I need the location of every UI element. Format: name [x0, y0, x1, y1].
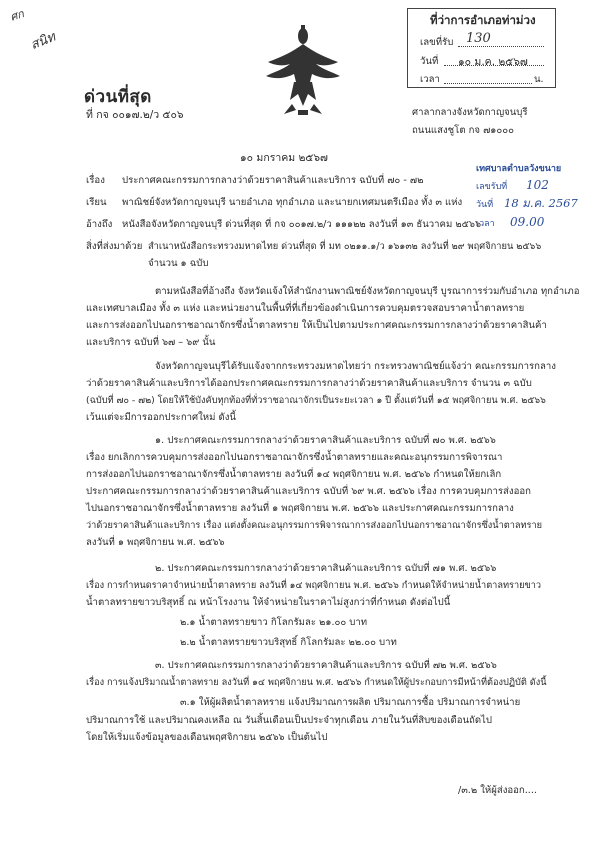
enclosure-label: สิ่งที่ส่งมาด้วย — [86, 241, 143, 252]
stamp-register-label: เลขที่รับ — [420, 37, 454, 48]
sender-address-line2: ถนนแสงชูโต กจ ๗๑๐๐๐ — [412, 125, 514, 136]
document-date: ๑๐ มกราคม ๒๕๖๗ — [240, 152, 328, 164]
stamp-time-label: เวลา — [420, 74, 440, 85]
item3-line: เรื่อง การแจ้งปริมาณน้ำตาลทราย ลงวันที่ ๑๔ พฤศจิกายน พ.ศ. ๒๕๖๖ กำหนดให้ผู้ประกอบการมีหน้าที่ต้องปฏิบัติ ดังนี้ — [86, 677, 547, 688]
item3-sub-line: โดยให้เริ่มแจ้งข้อมูลของเดือนพฤศจิกายน ๒๕๖๖ เป็นต้นไป — [86, 732, 328, 743]
blue-stamp-time-label: เวลา — [476, 219, 495, 229]
garuda-emblem-icon — [262, 22, 344, 118]
stamp-office-name: ที่ว่าการอำเภอท่าม่วง — [430, 13, 536, 27]
stamp-register-number: 130 — [466, 31, 491, 46]
para2-line: ว่าด้วยราคาสินค้าและบริการได้ออกประกาศคณะกรรมการกลางว่าด้วยราคาสินค้าและบริการ จำนวน ๓ ฉบับ — [86, 378, 532, 389]
item3-sub-line: ปริมาณการใช้ และปริมาณคงเหลือ ณ วันสิ้นเดือนเป็นประจำทุกเดือน ภายในวันที่สิบของเดือนถัดไป — [86, 715, 492, 726]
blue-stamp-office: เทศบาลตำบลวังขนาย — [476, 164, 562, 174]
stamp-date-label: วันที่ — [420, 56, 439, 67]
item1-line: ว่าด้วยราคาสินค้าและบริการ เรื่อง แต่งตั้งคณะอนุกรรมการพิจารณาการส่งออกไปนอกราชอาณาจักรซึ่งน้ำตาลทราย — [86, 520, 543, 531]
item3-sub-line: ๓.๑ ให้ผู้ผลิตน้ำตาลทราย แจ้งปริมาณการผลิต ปริมาณการซื้อ ปริมาณการจำหน่าย — [180, 697, 521, 708]
margin-note: สนิท — [28, 29, 58, 54]
reference-label: อ้างถึง — [86, 219, 113, 230]
blue-stamp-time-value: 09.00 — [510, 215, 545, 229]
item1-line: ๑. ประกาศคณะกรรมการกลางว่าด้วยราคาสินค้าและบริการ ฉบับที่ ๗๐ พ.ศ. ๒๕๖๖ — [155, 435, 496, 446]
item1-line: ไปนอกราชอาณาจักรซึ่งน้ำตาลทราย ลงวันที่ ๑ พฤศจิกายน พ.ศ. ๒๕๖๖ และประกาศคณะกรรมการกลาง — [86, 503, 514, 514]
para1-line: ตามหนังสือที่อ้างถึง จังหวัดแจ้งให้สำนักงานพาณิชย์จังหวัดกาญจนบุรี บูรณาการร่วมกับอำเภอ ทุกอำเภอ — [155, 286, 580, 297]
blue-stamp-date-value: 18 ม.ค. 2567 — [504, 196, 578, 210]
item2-line: ๒. ประกาศคณะกรรมการกลางว่าด้วยราคาสินค้าและบริการ ฉบับที่ ๗๑ พ.ศ. ๒๕๖๖ — [155, 563, 497, 574]
to-text: พาณิชย์จังหวัดกาญจนบุรี นายอำเภอ ทุกอำเภอ และนายกเทศมนตรีเมือง ทั้ง ๓ แห่ง — [122, 197, 463, 208]
item3-line: ๓. ประกาศคณะกรรมการกลางว่าด้วยราคาสินค้าและบริการ ฉบับที่ ๗๒ พ.ศ. ๒๕๖๖ — [155, 660, 497, 671]
subject-text: ประกาศคณะกรรมการกลางว่าด้วยราคาสินค้าและบริการ ฉบับที่ ๗๐ - ๗๒ — [122, 175, 424, 186]
to-label: เรียน — [86, 197, 107, 208]
document-number: ที่ กจ ๐๐๑๗.๒/ว ๕๐๖ — [86, 109, 184, 121]
para1-line: และการส่งออกไปนอกราชอาณาจักรซึ่งน้ำตาลทราย ให้เป็นไปตามประกาศคณะกรรมการกลางว่าด้วยราคาสินค้า — [86, 320, 547, 331]
continuation-marker: /๓.๒ ให้ผู้ส่งออก.... — [458, 785, 537, 796]
enclosure-count: จำนวน ๑ ฉบับ — [148, 258, 209, 269]
receipt-stamp — [407, 8, 556, 88]
enclosure-text: สำเนาหนังสือกระทรวงมหาดไทย ด่วนที่สุด ที่ มท ๐๒๑๑.๑/ว ๑๖๑๓๒ ลงวันที่ ๒๙ พฤศจิกายน ๒๕๖๖ — [148, 241, 542, 252]
item1-line: การส่งออกไปนอกราชอาณาจักรซึ่งน้ำตาลทราย ลงวันที่ ๑๔ พฤศจิกายน พ.ศ. ๒๕๖๖ กำหนดให้ยกเลิก — [86, 469, 502, 480]
blue-stamp-register-number: 102 — [526, 178, 549, 192]
urgency-label: ด่วนที่สุด — [84, 87, 152, 107]
item1-line: ลงวันที่ ๑ พฤศจิกายน พ.ศ. ๒๕๖๖ — [86, 537, 225, 548]
stamp-time-suffix: น. — [534, 74, 544, 85]
blue-stamp-date-label: วันที่ — [476, 200, 494, 210]
blue-stamp-register-label: เลขรับที่ — [476, 182, 508, 192]
reference-text: หนังสือจังหวัดกาญจนบุรี ด่วนที่สุด ที่ กจ ๐๐๑๗.๒/ว ๑๑๑๒๒ ลงวันที่ ๑๓ ธันวาคม ๒๕๖๖ — [122, 219, 482, 230]
item1-line: เรื่อง ยกเลิกการควบคุมการส่งออกไปนอกราชอาณาจักรซึ่งน้ำตาลทรายและคณะอนุกรรมการพิจารณา — [86, 452, 503, 463]
para2-line: จังหวัดกาญจนบุรีได้รับแจ้งจากกระทรวงมหาดไทยว่า กระทรวงพาณิชย์แจ้งว่า คณะกรรมการกลาง — [155, 361, 556, 372]
para2-line: เว้นแต่จะมีการออกประกาศใหม่ ดังนี้ — [86, 412, 236, 423]
margin-note: ศก — [8, 7, 26, 24]
para2-line: (ฉบับที่ ๗๐ - ๗๒) โดยให้ใช้บังคับทุกท้องที่ทั่วราชอาณาจักรเป็นระยะเวลา ๑ ปี ตั้งแต่วันที่ ๑๕ พฤศจิกายน พ.ศ. ๒๕๖๖ — [86, 395, 546, 406]
sender-address-line1: ศาลากลางจังหวัดกาญจนบุรี — [412, 107, 528, 118]
item2-line: เรื่อง การกำหนดราคาจำหน่ายน้ำตาลทราย ลงวันที่ ๑๔ พฤศจิกายน พ.ศ. ๒๕๖๖ กำหนดให้จำหน่ายน้ำตาลทรายขาว — [86, 580, 542, 591]
para1-line: และเทศบาลเมือง ทั้ง ๓ แห่ง และหน่วยงานในพื้นที่ที่เกี่ยวข้องดำเนินการควบคุมตรวจสอบราคาน้ำตาลทราย — [86, 303, 525, 314]
item2-sub-line: ๒.๑ น้ำตาลทรายขาว กิโลกรัมละ ๒๑.๐๐ บาท — [180, 617, 368, 628]
item2-line: น้ำตาลทรายขาวบริสุทธิ์ ณ หน้าโรงงาน ให้จำหน่ายในราคาไม่สูงกว่าที่กำหนด ดังต่อไปนี้ — [86, 597, 451, 608]
municipal-receipt-stamp — [470, 162, 588, 250]
item1-line: ประกาศคณะกรรมการกลางว่าด้วยราคาสินค้าและบริการ ฉบับที่ ๖๙ พ.ศ. ๒๕๖๖ เรื่อง การควบคุมการส่งออก — [86, 486, 531, 497]
subject-label: เรื่อง — [86, 175, 105, 186]
item2-sub-line: ๒.๒ น้ำตาลทรายขาวบริสุทธิ์ กิโลกรัมละ ๒๒.๐๐ บาท — [180, 637, 397, 648]
para1-line: และบริการ ฉบับที่ ๖๗ – ๖๙ นั้น — [86, 337, 216, 348]
stamp-date-value: ๑๐ ม.ค. ๒๕๖๗ — [458, 56, 528, 68]
